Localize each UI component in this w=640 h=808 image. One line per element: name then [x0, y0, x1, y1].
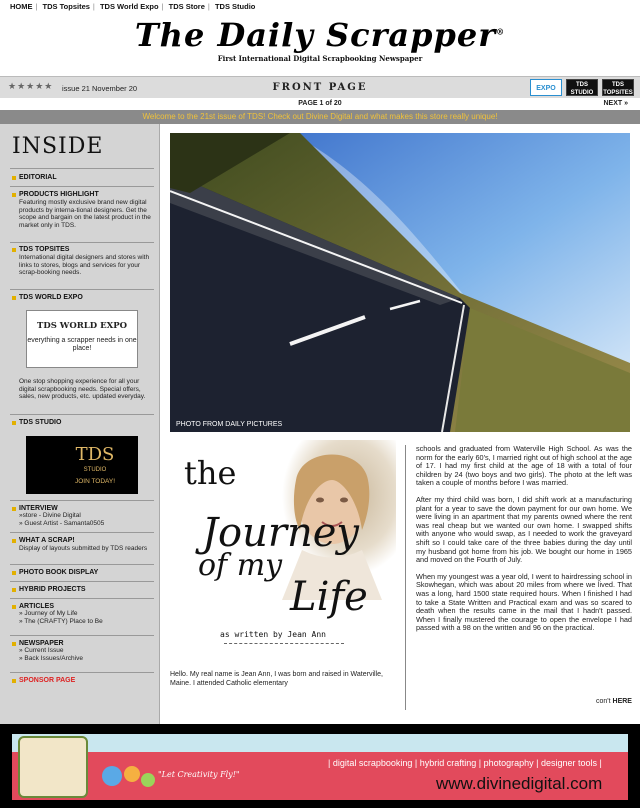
welcome-banner: Welcome to the 21st issue of TDS! Check out Divine Digital and what makes this store really unique!: [0, 110, 640, 124]
expo-logo[interactable]: EXPO: [530, 79, 562, 96]
article-link-crafty[interactable]: » The (CRAFTY) Place to Be: [19, 618, 103, 625]
issue-bar: [0, 76, 640, 98]
divine-digital-logo-icon: [18, 736, 88, 798]
sidebar-products: [12, 191, 154, 229]
article-paragraph-3: When my youngest was a year old, I went to hairdressing school in Skowhegan, which was about 20 miles from where we lived. That was a long, hard 1500 state required hours. When I finished I had to take a State Written and Practical exam and was so scared to death when the results came in the mail that I hadn't passed. When I finally mustered the courage to open the envelope I had passed with a 98 on the written and 96 on the practical.: [416, 571, 632, 633]
page-indicator: PAGE 1 of 20: [298, 100, 342, 107]
tds-studio-banner[interactable]: [26, 436, 138, 494]
sidebar-item-interview[interactable]: INTERVIEW: [12, 505, 154, 512]
topsites-description: International digital designers and stores with links to stores, blogs and services for your scrap-booking needs.: [19, 254, 150, 276]
interview-link-store[interactable]: »store - Divine Digital: [19, 512, 81, 519]
partner-logos: [530, 79, 634, 96]
products-description: Featuring mostly exclusive brand new digital products by interna-tional designers. Get the scope and bargain on the latest product in the market only in TDS.: [19, 199, 151, 229]
sidebar-interview: [12, 505, 154, 528]
ad-inner: [12, 734, 628, 800]
ad-top-band: [12, 734, 628, 752]
road-photo-image: [170, 133, 630, 432]
top-navigation: HOME | TDS Topsites | TDS World Expo | TDS Store | TDS Studio: [10, 2, 256, 11]
newspaper-link-current[interactable]: » Current Issue: [19, 647, 64, 654]
sidebar-item-studio[interactable]: TDS STUDIO: [12, 419, 154, 426]
sidebar-item-photo-book[interactable]: PHOTO BOOK DISPLAY: [12, 569, 154, 576]
ad-url[interactable]: www.divinedigital.com: [436, 774, 603, 793]
butterfly-icon: [92, 756, 162, 796]
newspaper-link-archive[interactable]: » Back Issues/Archive: [19, 655, 83, 662]
sidebar-editorial: [12, 174, 154, 181]
studio-banner-sub: STUDIO: [83, 467, 107, 473]
ad-slogan: "Let Creativity Fly!": [158, 770, 240, 779]
studio-join-button[interactable]: JOIN TODAY!: [74, 478, 116, 485]
tds-studio-logo[interactable]: TDS STUDIO: [566, 79, 598, 96]
next-page-link[interactable]: NEXT »: [603, 100, 628, 107]
expo-banner-text: everything a scrapper needs in one place!: [27, 337, 137, 352]
column-divider: [405, 445, 406, 710]
sidebar-articles: [12, 603, 154, 626]
feature-title-the: the: [184, 454, 237, 492]
sidebar-hybrid: [12, 586, 154, 593]
sidebar-item-products[interactable]: PRODUCTS HIGHLIGHT: [12, 191, 154, 198]
world-expo-banner[interactable]: [26, 310, 138, 368]
sidebar-studio: [12, 419, 154, 426]
nav-store[interactable]: TDS Store: [168, 2, 205, 11]
masthead: [0, 12, 640, 74]
feature-title-block: [172, 440, 396, 666]
expo-description: One stop shopping experience for all your digital scrapbooking needs. Special offers, sales, new products, etc. updated everyday.: [19, 378, 146, 400]
feature-byline: as written by Jean Ann: [220, 630, 326, 639]
nav-home[interactable]: HOME: [10, 2, 33, 11]
article-paragraph-2: After my third child was born, I did shift work at a manufacturing plant for a year to save the down payment for our own home. We were living in an apartment that my parents owned where the rent was real cheap but we wanted our own home. I swapped shifts with anyone who would swap, as I needed to work the graveyard shift so I could take care of the three babies during the day until my husband got home from his job. We bought our home in 1965 and moved on the Fourth of July.: [416, 494, 632, 565]
issue-label: issue 21 November 20: [62, 84, 138, 93]
section-title: FRONT PAGE: [272, 82, 368, 93]
sidebar-item-newspaper[interactable]: NEWSPAPER: [12, 640, 154, 647]
nav-topsites[interactable]: TDS Topsites: [42, 2, 90, 11]
sidebar-item-what-a-scrap[interactable]: WHAT A SCRAP!: [12, 537, 154, 544]
expo-banner-title: TDS WORLD EXPO: [37, 321, 127, 331]
sidebar-item-topsites[interactable]: TDS TOPSITES: [12, 246, 154, 253]
article-body: [416, 445, 632, 641]
hero-road-photo: [170, 133, 630, 432]
article-link-journey[interactable]: » Journey of My Life: [19, 610, 78, 617]
article-paragraph-1: schools and graduated from Waterville High School. As was the norm for the early 60's, I married right out of high school at the age of 17. I had my first child at the age of 18 with a total of four children by 24 (two boys and two girls). The photo at the left was taken a couple of months before I was married.: [416, 444, 632, 488]
sidebar-photobook: [12, 569, 154, 576]
interview-link-guest[interactable]: » Guest Artist - Samanta0505: [19, 520, 105, 527]
feature-title-of-my: of my: [198, 548, 283, 583]
continue-prefix: con't: [596, 698, 611, 705]
pagination: [0, 98, 640, 110]
sidebar-item-articles[interactable]: ARTICLES: [12, 603, 154, 610]
sidebar-scrap: [12, 537, 154, 553]
photo-caption: PHOTO FROM DAILY PICTURES: [176, 421, 283, 428]
sidebar-item-hybrid[interactable]: HYBRID PROJECTS: [12, 586, 154, 593]
sidebar-item-sponsor[interactable]: SPONSOR PAGE: [12, 677, 154, 684]
scrap-description: Display of layouts submitted by TDS readers: [19, 545, 148, 552]
article-intro: Hello. My real name is Jean Ann, I was born and raised in Waterville, Maine. I attended Catholic elementary: [170, 671, 383, 687]
sidebar-sponsor: [12, 677, 154, 684]
tds-topsites-logo[interactable]: TDS TOPSITES: [602, 79, 634, 96]
rating-stars-icon: ★★★★★: [8, 81, 54, 91]
sidebar-item-editorial[interactable]: EDITORIAL: [12, 174, 154, 181]
sidebar-newspaper: [12, 640, 154, 663]
inside-heading: INSIDE: [12, 134, 104, 159]
continue-link[interactable]: HERE: [612, 698, 632, 705]
continue-reading: [596, 698, 632, 705]
sidebar-expo: [12, 294, 154, 301]
ad-categories: | digital scrapbooking | hybrid crafting | photography | designer tools |: [328, 758, 602, 768]
sidebar-topsites: [12, 246, 154, 277]
sidebar: [0, 124, 160, 724]
sponsor-ad-banner[interactable]: [0, 724, 640, 808]
feature-title-life: Life: [290, 574, 368, 620]
newspaper-tagline: First International Digital Scrapbooking Newspaper: [217, 54, 423, 63]
nav-world-expo[interactable]: TDS World Expo: [99, 2, 159, 11]
byline-divider: [224, 643, 344, 644]
feature-title-journey: Journey: [202, 510, 360, 556]
studio-banner-title: TDS: [75, 444, 115, 465]
newspaper-title: The Daily Scrapper®: [134, 16, 506, 54]
sidebar-item-world-expo[interactable]: TDS WORLD EXPO: [12, 294, 154, 301]
nav-studio[interactable]: TDS Studio: [214, 2, 256, 11]
sidebar-expo-text: [12, 377, 154, 401]
